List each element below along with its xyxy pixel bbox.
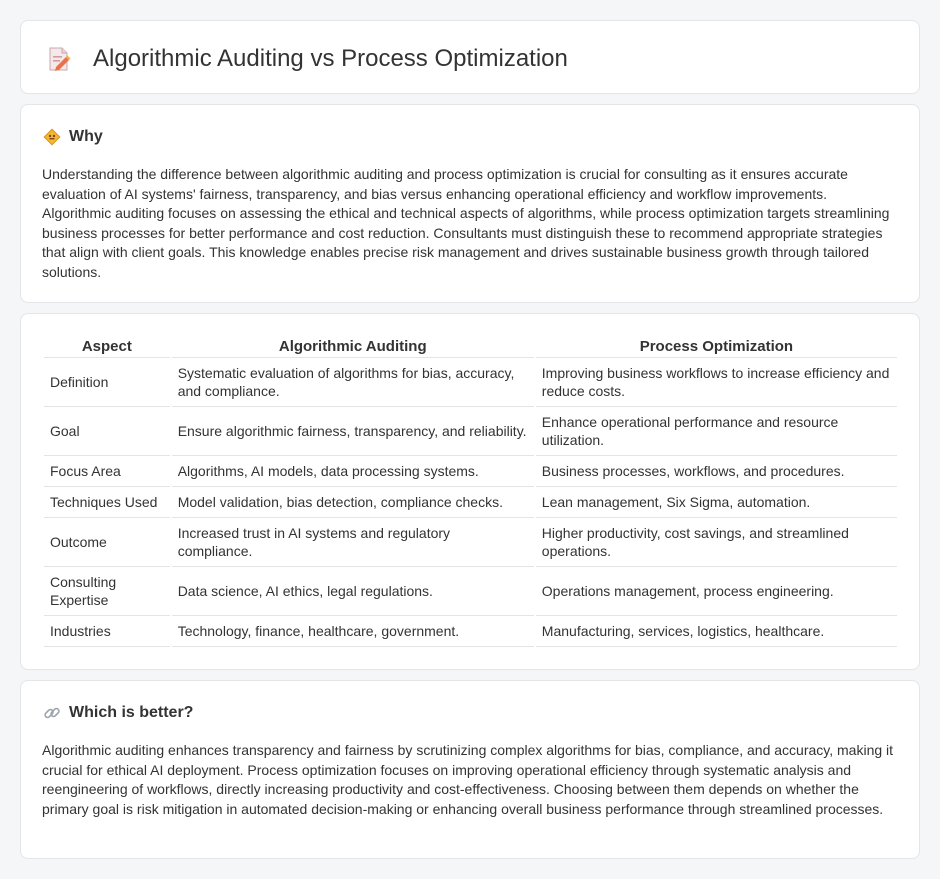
which-is-better-card [20,680,920,859]
row-algorithmic-auditing: Ensure algorithmic fairness, transparency, and reliability. [172,407,534,456]
row-algorithmic-auditing: Model validation, bias detection, compliance checks. [172,487,534,518]
link-icon [43,704,61,722]
row-process-optimization: Business processes, workflows, and procedures. [536,456,897,487]
why-card [20,104,920,303]
table-row [44,567,897,616]
row-algorithmic-auditing: Systematic evaluation of algorithms for bias, accuracy, and compliance. [172,358,534,407]
row-process-optimization: Manufacturing, services, logistics, healthcare. [536,616,897,647]
table-row [44,407,897,456]
row-aspect: Focus Area [44,456,170,487]
row-aspect: Definition [44,358,170,407]
better-heading-row [43,703,193,723]
table-row [44,518,897,567]
table-row [44,358,897,407]
row-aspect: Outcome [44,518,170,567]
table-row [44,487,897,518]
why-text: Understanding the difference between algorithmic auditing and process optimization is crucial for consulting as it ensures accurate evaluation of AI systems' fairness, transparency, and bias versus enhancing operational efficiency and workflow improvements. Algorithmic auditing focuses on assessing the ethical and technical aspects of algorithms, while process optimization targets streamlining business processes for better performance and cost reduction. Consultants must distinguish these to recommend appropriate strategies that align with client goals. This knowledge enables precise risk management and drives sustainable business growth through tailored solutions. [42,166,890,280]
table-row [44,456,897,487]
header-algorithmic-auditing: Algorithmic Auditing [172,336,534,358]
why-heading-row [43,127,103,147]
better-heading: Which is better? [69,704,194,721]
row-aspect: Industries [44,616,170,647]
table-header-row [44,336,897,358]
row-process-optimization: Lean management, Six Sigma, automation. [536,487,897,518]
row-algorithmic-auditing: Data science, AI ethics, legal regulations. [172,567,534,616]
why-heading: Why [69,128,103,145]
row-process-optimization: Enhance operational performance and resource utilization. [536,407,897,456]
table-row [44,616,897,647]
row-aspect: Goal [44,407,170,456]
row-process-optimization: Operations management, process engineering. [536,567,897,616]
row-aspect: Techniques Used [44,487,170,518]
row-algorithmic-auditing: Increased trust in AI systems and regulatory compliance. [172,518,534,567]
title-card [20,20,920,94]
header-process-optimization: Process Optimization [536,336,897,358]
row-process-optimization: Improving business workflows to increase efficiency and reduce costs. [536,358,897,407]
comparison-table [42,336,899,647]
diamond-sign-icon [43,128,61,146]
page-title: Algorithmic Auditing vs Process Optimization [93,45,568,72]
row-process-optimization: Higher productivity, cost savings, and streamlined operations. [536,518,897,567]
title-row [47,45,568,73]
row-algorithmic-auditing: Technology, finance, healthcare, government. [172,616,534,647]
better-text: Algorithmic auditing enhances transparency and fairness by scrutinizing complex algorithms for bias, compliance, and accuracy, making it crucial for ethical AI deployment. Process optimization focuses on improving operational efficiency through systematic analysis and reengineering of workflows, directly increasing productivity and cost-effectiveness. Choosing between them depends on whether the primary goal is risk mitigation in automated decision-making or enhancing overall business performance through streamlined processes. [42,742,894,817]
header-aspect: Aspect [44,336,170,358]
row-aspect: Consulting Expertise [44,567,170,616]
comparison-card [20,313,920,670]
document-pencil-icon [47,46,71,72]
row-algorithmic-auditing: Algorithms, AI models, data processing systems. [172,456,534,487]
